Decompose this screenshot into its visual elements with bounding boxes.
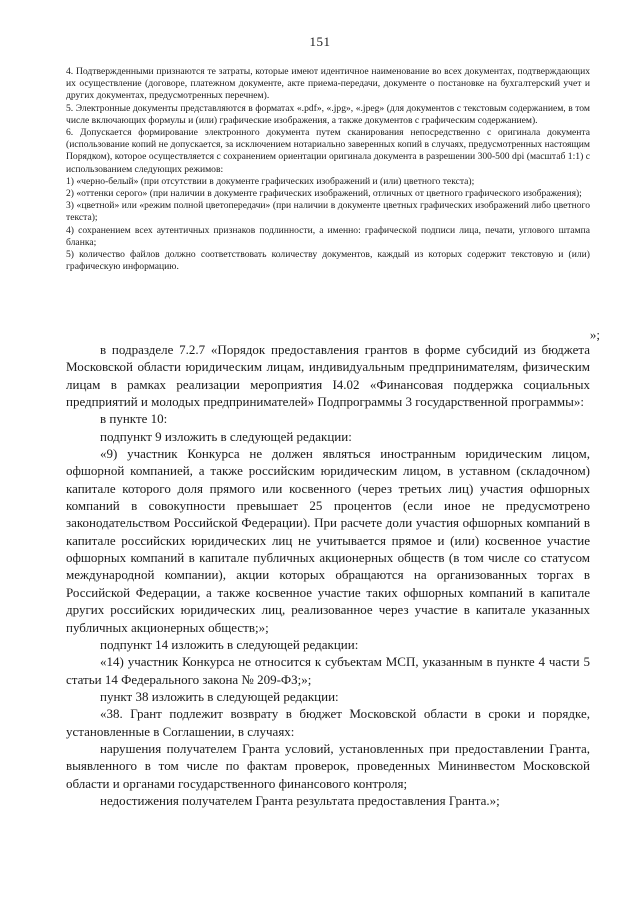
closing-quote: »; <box>589 327 600 342</box>
mode-item-4: 4) сохранением всех аутентичных признаков подлинности, а именно: графической подписи лица, печати, углового штампа бланка; <box>66 224 590 248</box>
subsection-intro: в подразделе 7.2.7 «Порядок предоставления грантов в форме субсидий из бюджета Московской области юридическим лицам, индивидуальным предпринимателям, физическим лицам в рамках реализации мероприятия I4.02 «Финансовая поддержка социальных предприятий и молодых предпринимателей» Подпрограммы 3 государственной программы»: <box>66 342 590 410</box>
clause-38-instruction: пункт 38 изложить в следующей редакции: <box>100 688 339 704</box>
paragraph-item-5: 5. Электронные документы представляются в форматах «.pdf», «.jpg», «.jpeg» (для документов с текстовым содержанием, в том числе включающих формулы и (или) графические изображения, а также документов с графическим содержанием). <box>66 102 590 126</box>
subclause-14-instruction: подпункт 14 изложить в следующей редакции: <box>100 636 359 652</box>
mode-item-5: 5) количество файлов должно соответствовать количеству документов, каждый из которых содержит текстовую и (или) графическую информацию. <box>66 249 590 273</box>
mode-item-3: 3) «цветной» или «режим полной цветопередачи» (при наличии в документе цветных графических изображений либо цветного текста); <box>66 200 590 224</box>
clause-38-case-result: недостижения получателем Гранта результата предоставления Гранта.»; <box>100 792 500 808</box>
mode-item-2: 2) «оттенки серого» (при наличии в документе графических изображений, отличных от цветного графического изображения); <box>66 188 582 200</box>
paragraph-item-6: 6. Допускается формирование электронного документа путем сканирования непосредственно с оригинала документа (использование копий не допускается, за исключением нотариально заверенных копий в случаях, предусмотренных настоящим Порядком), которое осуществляется с сохранением ориентации оригинала документа в разрешении 300-500 dpi (масштаб 1:1) с использованием следующих режимов: <box>66 127 590 175</box>
subclause-9-text: «9) участник Конкурса не должен являться иностранным юридическим лицом, офшорной компанией, а также российским юридическим лицом, в уставном (складочном) капитале которого доля прямого или косвенного (через третьих лиц) участия офшорных компаний в совокупности превышает 25 процентов (если иное не предусмотрено законодательством Российской Федерации). При расчете доли участия офшорных компаний в капитале российских юридических лиц не учитывается прямое и (или) косвенное участие офшорных компаний в капитале публичных акционерных обществ (в том числе со статусом международной компании), акции которых обращаются на организованных торгах в Российской Федерации, а также косвенное участие таких офшорных компаний в капитале других российских юридических лиц, реализованное через участие в капитале указанных публичных акционерных обществ;»; <box>66 446 590 635</box>
clause-38-text: «38. Грант подлежит возврату в бюджет Московской области в сроки и порядке, установленные в Соглашении, в случаях: <box>66 706 590 739</box>
mode-item-1: 1) «черно-белый» (при отсутствии в документе графических изображений и (или) цветного текста); <box>66 175 475 187</box>
requirements-list <box>66 66 590 273</box>
clause-10-heading: в пункте 10: <box>100 411 168 427</box>
paragraph-item-4: 4. Подтвержденными признаются те затраты, которые имеют идентичное наименование во всех документах, подтверждающих их осуществление (договоре, платежном документе, акте приема-передачи, документе о постановке на бухгалтерский учет и других документах, предусмотренных перечнем). <box>66 66 590 102</box>
amendment-text <box>66 341 590 809</box>
clause-38-case-violation: нарушения получателем Гранта условий, установленных при предоставлении Гранта, выявленного в том числе по фактам проверок, проведенных Мининвестом Московской области и органами государственного финансового контроля; <box>66 740 590 791</box>
page-number: 151 <box>309 34 331 49</box>
subclause-9-instruction: подпункт 9 изложить в следующей редакции: <box>100 428 352 444</box>
subclause-14-text: «14) участник Конкурса не относится к субъектам МСП, указанным в пункте 4 части 5 статьи 14 Федерального закона № 209-ФЗ;»; <box>66 654 590 687</box>
